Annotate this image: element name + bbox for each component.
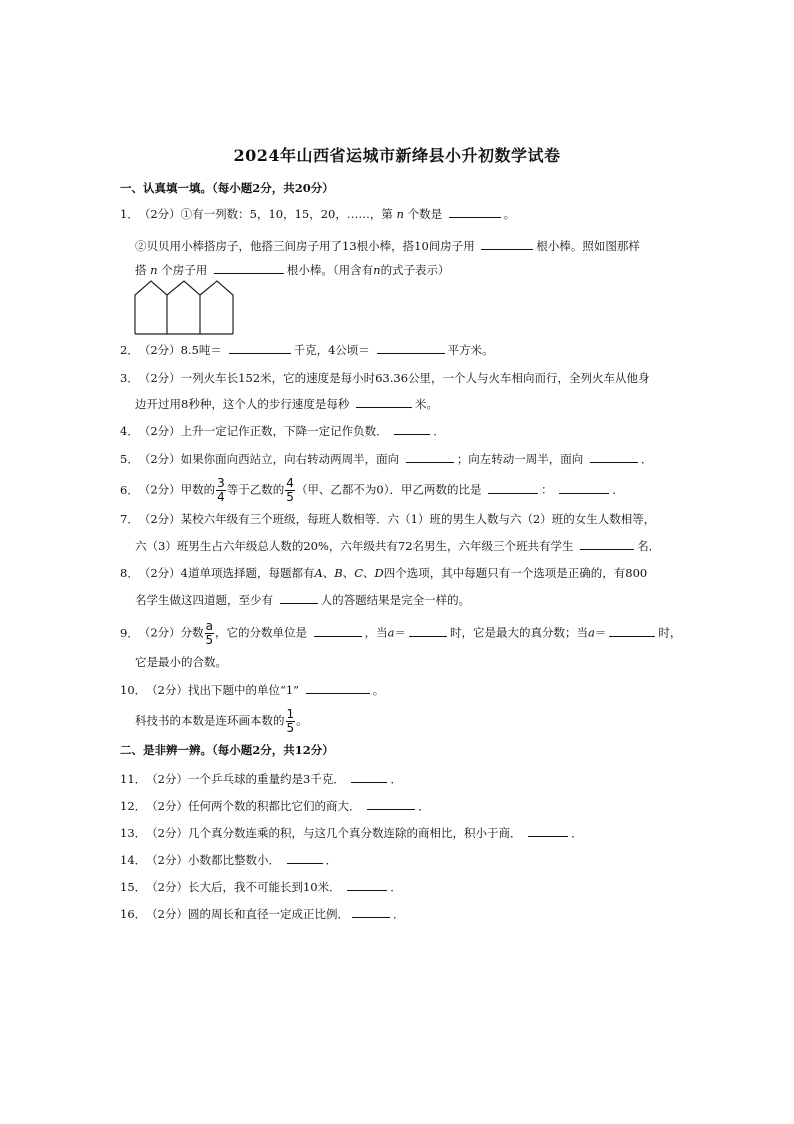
question-text: ＝ [594, 625, 607, 640]
answer-blank[interactable] [528, 824, 568, 837]
question-number: 3． [120, 371, 139, 385]
section-2-heading: 二、是非辨一辨。（每小题2分，共12分） [120, 743, 334, 757]
option-label: C [354, 566, 364, 580]
answer-blank[interactable] [347, 878, 387, 891]
question-text: 四个选项，其中每题只有一个选项是正确的，有800 [383, 566, 648, 580]
answer-blank[interactable] [367, 797, 415, 810]
answer-blank[interactable] [214, 261, 284, 274]
question-text: 时，它是最大的真分数；当 [450, 625, 589, 640]
answer-blank[interactable] [314, 624, 362, 637]
punctuation: 。 [372, 683, 385, 697]
question-5 [120, 450, 676, 467]
question-text: ②贝贝用小棒搭房子，他搭三间房子用了13根小棒，搭10间房子用 [135, 239, 475, 253]
question-text: 科技书的本数是连环画本数的 [135, 713, 285, 728]
question-number: 6． [120, 482, 139, 497]
question-text: 等于乙数的 [226, 482, 285, 497]
punctuation: ． [571, 826, 583, 840]
question-number: 14． [120, 853, 147, 867]
answer-blank[interactable] [352, 905, 390, 918]
answer-blank[interactable] [409, 624, 447, 637]
question-9-cont [135, 654, 676, 670]
question-number: 1． [120, 207, 139, 221]
punctuation: ． [392, 907, 405, 921]
question-number: 4． [120, 424, 139, 438]
fraction-denominator: 5 [286, 490, 294, 504]
question-1-part-2-cont [135, 261, 676, 278]
question-number: 7． [120, 512, 139, 526]
question-number: 5． [120, 452, 139, 466]
answer-blank[interactable] [580, 537, 634, 550]
question-text: 六（3）班男生占六年级总人数的20%，六年级共有72名男生，六年级三个班共有学生 [135, 539, 574, 553]
punctuation: ． [640, 452, 653, 466]
fraction [205, 620, 214, 647]
question-text: 人的答题结果是完全一样的。 [320, 593, 471, 607]
page-title: 2024年山西省运城市新绛县小升初数学试卷 [233, 146, 561, 165]
answer-blank[interactable] [488, 481, 538, 494]
question-text: 平方米。 [447, 343, 494, 357]
answer-blank[interactable] [449, 205, 501, 218]
question-text: （2分）小数都比整数小． [146, 853, 280, 867]
question-14 [120, 851, 676, 868]
question-text: 根小棒。照如图那样 [536, 239, 640, 253]
question-text: 的式子表示） [380, 263, 450, 277]
option-label: A [314, 566, 323, 580]
fraction [285, 477, 295, 504]
fraction-denominator: 4 [217, 490, 225, 504]
fraction [286, 708, 296, 735]
question-4 [120, 422, 676, 439]
variable: n [150, 263, 158, 277]
question-10-cont [135, 708, 676, 735]
question-text: 个房子用 [161, 263, 208, 277]
question-10 [120, 681, 676, 698]
question-text: （2分）一个乒乓球的重量约是3千克． [146, 772, 345, 786]
question-number: 10． [120, 683, 147, 697]
question-9 [120, 619, 682, 647]
punctuation: ． [433, 424, 445, 438]
answer-blank[interactable] [559, 481, 609, 494]
question-13 [120, 824, 676, 841]
variable: n [373, 263, 381, 277]
question-8 [120, 565, 676, 581]
question-text: 边开过用8秒种，这个人的步行速度是每秒 [135, 397, 350, 411]
question-number: 13． [120, 826, 147, 840]
punctuation: ． [390, 880, 402, 894]
answer-blank[interactable] [406, 450, 454, 463]
question-text: 名． [637, 539, 661, 553]
punctuation: ． [325, 853, 338, 867]
option-label: D [374, 566, 384, 580]
question-text: （2分）找出下题中的单位“1” [146, 683, 300, 697]
punctuation: 。 [503, 207, 516, 221]
variable: a [387, 625, 395, 640]
question-15 [120, 878, 676, 895]
question-text: 千克，4公顷＝ [293, 343, 370, 357]
question-text: 个数是 [407, 207, 443, 221]
question-number: 16． [120, 907, 147, 921]
question-text: （2分）圆的周长和直径一定成正比例． [146, 907, 349, 921]
answer-blank[interactable] [609, 624, 655, 637]
houses-figure [134, 279, 238, 335]
question-3-cont [135, 395, 676, 412]
question-text: ＝ [394, 625, 407, 640]
separator: 、 [342, 566, 355, 580]
answer-blank[interactable] [306, 681, 370, 694]
punctuation: ： [541, 482, 553, 497]
question-text: （2分）长大后，我不可能长到10米． [146, 880, 341, 894]
answer-blank[interactable] [377, 341, 445, 354]
separator: 、 [322, 566, 335, 580]
question-11 [120, 770, 676, 787]
question-text: 名学生做这四道题，至少有 [135, 593, 273, 607]
question-number: 15． [120, 880, 147, 894]
question-8-cont [135, 591, 676, 608]
answer-blank[interactable] [481, 237, 533, 250]
separator: 、 [363, 566, 375, 580]
fraction-denominator: 5 [286, 721, 295, 735]
question-text: （2分）几个真分数连乘的积，与这几个真分数连除的商相比，积小于商． [146, 826, 522, 840]
question-text: （2分）任何两个数的积都比它们的商大． [146, 799, 361, 813]
question-number: 11． [120, 772, 147, 786]
fraction [216, 477, 226, 504]
question-number: 9． [120, 625, 139, 640]
question-number: 2． [120, 343, 139, 357]
question-text: （2分）4道单项选择题，每题都有 [138, 566, 315, 580]
variable: n [396, 207, 404, 221]
punctuation: ． [418, 799, 430, 813]
answer-blank[interactable] [394, 422, 430, 435]
question-text: （2分）甲数的 [138, 482, 216, 497]
question-text: 时， [658, 625, 682, 640]
punctuation: ． [390, 772, 402, 786]
question-3 [120, 370, 676, 386]
fraction-numerator: 4 [286, 476, 294, 490]
answer-blank[interactable] [351, 770, 387, 783]
question-16 [120, 905, 676, 922]
question-6 [120, 477, 676, 504]
question-1-part-2 [135, 237, 676, 254]
question-text: 搭 [135, 263, 147, 277]
question-2 [120, 341, 676, 358]
question-number: 8． [120, 566, 139, 580]
section-1-heading: 一、认真填一填。（每小题2分，共20分） [120, 181, 334, 195]
punctuation: 。 [296, 713, 308, 728]
question-7 [120, 511, 676, 527]
question-text: （2分）8.5吨＝ [138, 343, 222, 357]
question-12 [120, 797, 676, 814]
option-label: B [334, 566, 343, 580]
question-text: （2分）一列火车长152米，它的速度是每小时63.36公里，一个人与火车相向而行，全列火车从他身 [138, 371, 650, 385]
answer-blank[interactable] [287, 851, 323, 864]
question-7-cont [135, 537, 676, 554]
fraction-denominator: 5 [205, 633, 214, 647]
question-text: 根小棒。（用含有 [286, 263, 374, 277]
question-text: （甲、乙都不为0）．甲乙两数的比是 [295, 482, 482, 497]
question-text: （2分）分数 [138, 625, 204, 640]
fraction-numerator: 3 [217, 476, 225, 490]
answer-blank[interactable] [229, 341, 291, 354]
question-text: 它是最小的合数。 [135, 655, 227, 669]
question-text: 米。 [414, 397, 438, 411]
question-text: （2分）上升一定记作正数，下降一定记作负数． [138, 424, 388, 438]
question-text: ，当 [364, 625, 388, 640]
punctuation: ． [612, 482, 624, 497]
question-1 [120, 205, 676, 222]
answer-blank[interactable] [590, 450, 638, 463]
fraction-numerator: 1 [286, 707, 295, 721]
question-text: （2分）如果你面向西站立，向右转动两周半，面向 [138, 452, 400, 466]
answer-blank[interactable] [356, 395, 412, 408]
question-number: 12． [120, 799, 147, 813]
question-text: ，它的分数单位是 [215, 625, 308, 640]
answer-blank[interactable] [280, 591, 318, 604]
question-text: ；向左转动一周半，面向 [456, 452, 584, 466]
question-text: （2分）某校六年级有三个班级，每班人数相等．六（1）班的男生人数与六（2）班的女生人数相等， [138, 512, 656, 526]
fraction-numerator: a [205, 619, 214, 633]
variable: a [588, 625, 595, 640]
question-text: （2分）①有一列数：5，10，15，20，……，第 [138, 207, 393, 221]
